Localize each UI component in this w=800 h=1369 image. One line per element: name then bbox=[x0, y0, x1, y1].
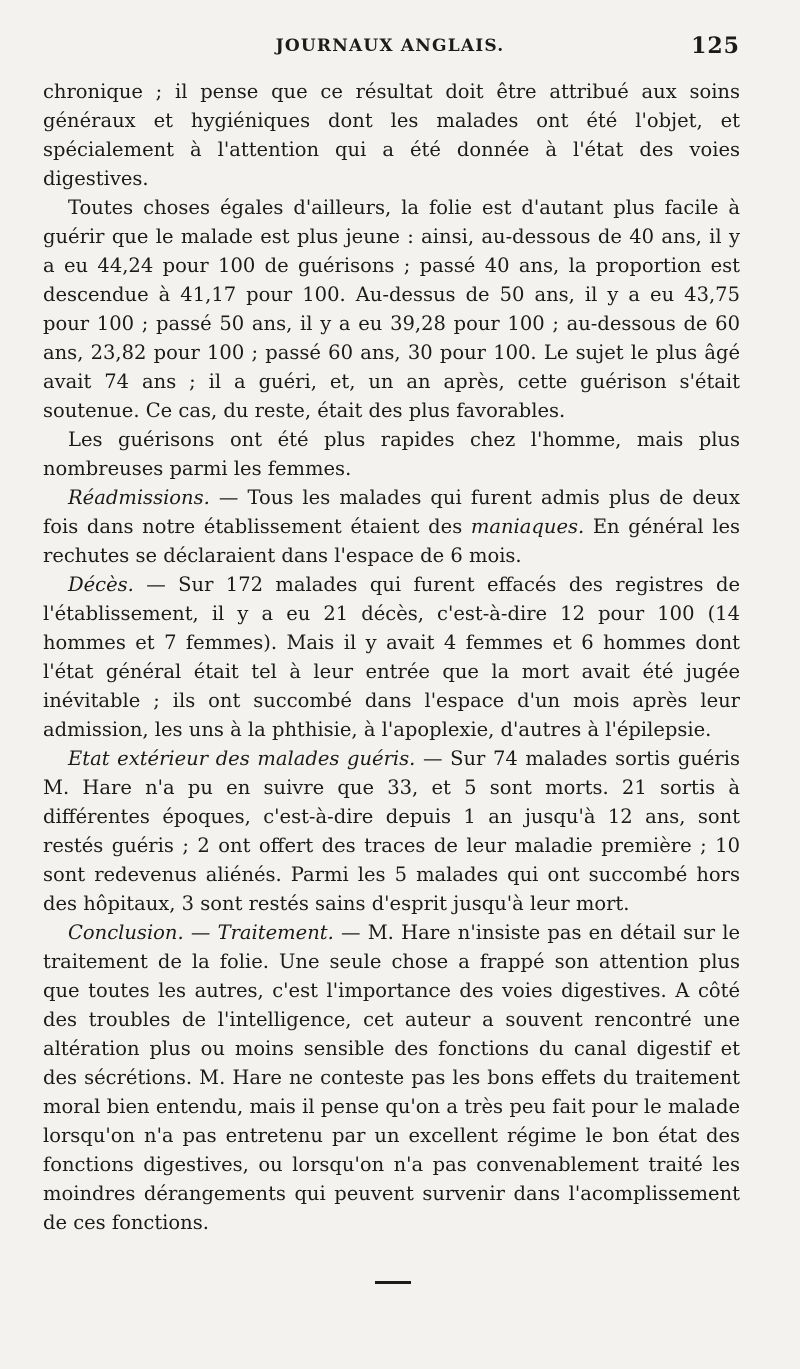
emphasis: maniaques. bbox=[470, 515, 585, 538]
paragraph-conclusion: Conclusion. — Traitement. — M. Hare n'insiste pas en détail sur le traitement de la folie. Une seule chose a frappé son attention plus que toutes les autres, c'est l'importance des voies digestives. A côté des troubles de l'intelligence, cet auteur a souvent rencontré une altération plus ou moins sensible des fonctions du canal digestif et des sécrétions. M. Hare ne conteste pas les bons effets du traitement moral bien entendu, mais il pense qu'on a très peu fait pour le malade lorsqu'on n'a pas entretenu par un excellent régime le bon état des fonctions digestives, ou lorsqu'on n'a pas convenablement traité les moindres dérangements qui peuvent survenir dans l'acomplissement de ces fonctions. bbox=[43, 921, 741, 1234]
paragraph-etat-exterieur: Etat extérieur des malades guéris. — Sur 74 malades sortis guéris M. Hare n'a pu en suivre que 33, et 5 sont morts. 21 sortis à différentes époques, c'est-à-dire depuis 1 an jusqu'à 12 ans, sont restés guéris ; 2 ont offert des traces de leur maladie première ; 10 sont redevenus aliénés. Parmi les 5 malades qui ont succombé hors des hôpitaux, 3 sont restés sains d'esprit jusqu'à leur mort. bbox=[43, 747, 740, 915]
body-text bbox=[43, 77, 740, 1237]
page-number: 125 bbox=[691, 33, 740, 59]
section-heading: Décès. bbox=[68, 573, 134, 596]
paragraph-sex: Les guérisons ont été plus rapides chez l'homme, mais plus nombreuses parmi les femmes. bbox=[43, 428, 740, 480]
paragraph-deces: Décès. — Sur 172 malades qui furent effacés des registres de l'établissement, il y a eu 21 décès, c'est-à-dire 12 pour 100 (14 hommes et 7 femmes). Mais il y avait 4 femmes et 6 hommes dont l'état général était tel à leur entrée que la mort avait été jugée inévitable ; ils ont succombé dans l'espace d'un mois après leur admission, les uns à la phthisie, à l'apoplexie, d'autres à l'épilepsie. bbox=[43, 573, 740, 741]
paragraph-readmissions: Réadmissions. — Tous les malades qui furent admis plus de deux fois dans notre établissement étaient des maniaques. En général les rechutes se déclaraient dans l'espace de 6 mois. bbox=[43, 486, 740, 567]
paragraph-continuation: chronique ; il pense que ce résultat doit être attribué aux soins généraux et hygiéniques dont les malades ont été l'objet, et spécialement à l'attention qui a été donnée à l'état des voies digestives. bbox=[43, 80, 740, 190]
paragraph-age: Toutes choses égales d'ailleurs, la folie est d'autant plus facile à guérir que le malade est plus jeune : ainsi, au-dessous de 40 ans, il y a eu 44,24 pour 100 de guérisons ; passé 40 ans, la proportion est descendue à 41,17 pour 100. Au-dessus de 50 ans, il y a eu 43,75 pour 100 ; passé 50 ans, il y a eu 39,28 pour 100 ; au-dessous de 60 ans, 23,82 pour 100 ; passé 60 ans, 30 pour 100. Le sujet le plus âgé avait 74 ans ; il a guéri, et, un an après, cette guérison s'était soutenue. Ce cas, du reste, était des plus favorables. bbox=[43, 196, 740, 422]
section-heading: Etat extérieur des malades guéris. bbox=[68, 747, 416, 770]
page-header bbox=[40, 33, 740, 68]
section-heading: Réadmissions. bbox=[68, 486, 210, 509]
section-heading: Conclusion. — Traitement. bbox=[68, 921, 334, 944]
running-head: JOURNAUX ANGLAIS. bbox=[275, 36, 505, 56]
end-of-article-rule bbox=[375, 1281, 411, 1284]
